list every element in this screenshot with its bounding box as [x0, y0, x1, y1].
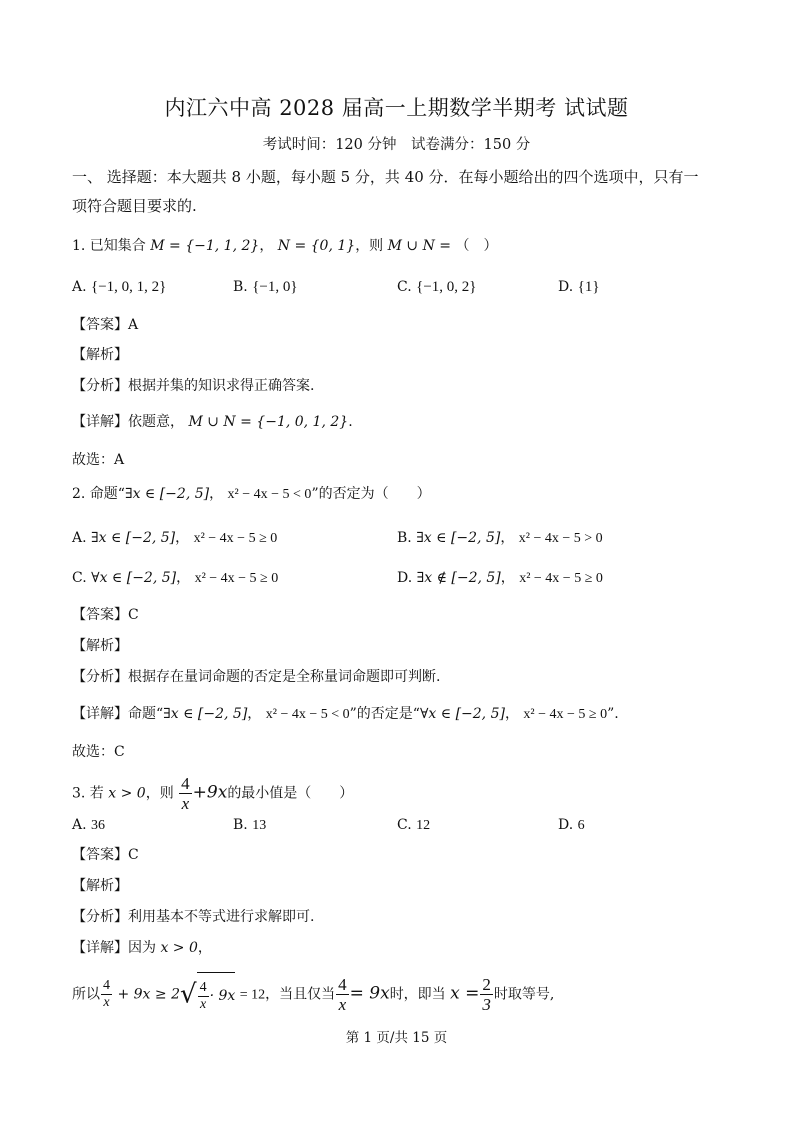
q2-answer: 【答案】C: [72, 607, 139, 623]
q2-detail: 【详解】命题“∃x ∈ [−2, 5]， x² − 4x − 5 < 0”的否定是“∀x ∈ [−2, 5]， x² − 4x − 5 ≥ 0”.: [72, 706, 619, 722]
union-expression: M ∪ N =: [387, 238, 452, 254]
question-2-stem: 2. 命题“∃x ∈ [−2, 5]， x² − 4x − 5 < 0”的否定为（ ）: [72, 486, 431, 502]
q1-option-b: B. {−1, 0}: [233, 279, 298, 295]
q3-option-a: A. 36: [72, 817, 106, 833]
question-1-stem: 1. 已知集合 M = {−1, 1, 2}， N = {0, 1}，则 M ∪ N = （ ）: [72, 238, 498, 254]
set-n: N = {0, 1}: [277, 238, 356, 254]
set-m: M = {−1, 1, 2}: [150, 238, 260, 254]
q2-option-b: B. ∃x ∈ [−2, 5]， x² − 4x − 5 > 0: [397, 530, 603, 546]
q3-option-c: C. 12: [397, 817, 431, 833]
question-3-stem: 3. 若 x > 0，则 $\frac{4}{x}$ +9x的最小值是（ ）: [72, 774, 354, 813]
q1-jiexi: 【解析】: [72, 347, 128, 363]
q2-option-d: D. ∃x ∉ [−2, 5]， x² − 4x − 5 ≥ 0: [397, 570, 603, 586]
q3-jiexi: 【解析】: [72, 878, 128, 894]
q1-option-d: D. {1}: [558, 279, 600, 295]
q3-answer: 【答案】C: [72, 847, 139, 863]
q2-analysis: 【分析】根据存在量词命题的否定是全称量词命题即可判断.: [72, 669, 441, 685]
exam-info: 考试时间：120 分钟 试卷满分：150 分: [262, 137, 531, 153]
q1-analysis: 【分析】根据并集的知识求得正确答案.: [72, 378, 315, 394]
page-title: 内江六中高 2028 届高一上期数学半期考 试试题: [164, 96, 629, 120]
sqrt-expression: √ $\frac{4}{x}$ · 9x: [180, 972, 235, 1017]
q1-option-c: C. {−1, 0, 2}: [397, 279, 477, 295]
q3-option-d: D. 6: [558, 817, 585, 833]
q3-option-b: B. 13: [233, 817, 267, 833]
q2-option-a: A. ∃x ∈ [−2, 5]， x² − 4x − 5 ≥ 0: [72, 530, 278, 546]
q1-answer: 【答案】A: [72, 317, 139, 333]
section-heading-line2: 项符合题目要求的.: [72, 197, 197, 215]
section-heading-line1: 一、 选择题：本大题共 8 小题，每小题 5 分，共 40 分．在每小题给出的四个选项中，只有一: [72, 168, 699, 186]
q1-detail: 【详解】依题意， M ∪ N = {−1, 0, 1, 2}.: [72, 414, 353, 430]
q1-conclusion: 故选：A: [72, 452, 125, 468]
q3-analysis: 【分析】利用基本不等式进行求解即可.: [72, 909, 315, 925]
page-footer: 第 1 页/共 15 页: [345, 1030, 448, 1046]
q3-derivation: 所以 $\frac{4}{x}$ + 9x ≥ 2√ $\frac{4}{x}$ · 9x = 12，当且仅当 $\frac{4}{x}$ = 9x时，即当 x = $\frac{2}{3}$ 时取等号,: [72, 972, 554, 1014]
fraction-4-over-x: $\frac{4}{x}$: [181, 774, 190, 813]
q1-option-a: A. {−1, 0, 1, 2}: [72, 279, 167, 295]
q2-jiexi: 【解析】: [72, 638, 128, 654]
q2-option-c: C. ∀x ∈ [−2, 5]， x² − 4x − 5 ≥ 0: [72, 570, 279, 586]
q3-detail: 【详解】因为 x > 0，: [72, 940, 212, 956]
q2-conclusion: 故选：C: [72, 744, 125, 760]
